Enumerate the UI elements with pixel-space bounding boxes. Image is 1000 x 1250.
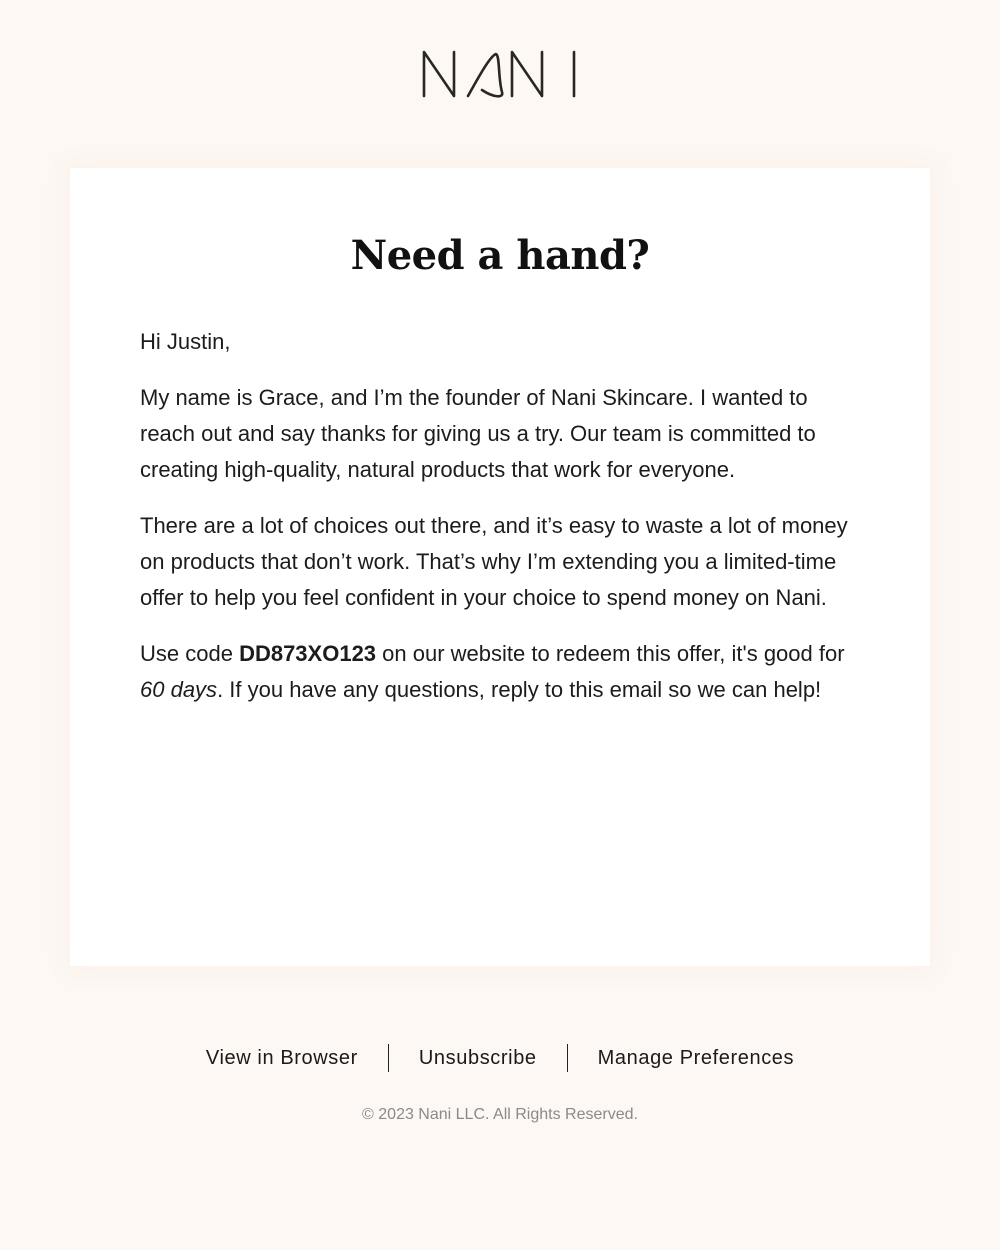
email-heading: Need a hand? <box>350 232 650 279</box>
offer-middle: on our website to redeem this offer, it's good for <box>376 641 845 666</box>
email-body <box>140 324 868 728</box>
copyright-text: © 2023 Nani LLC. All Rights Reserved. <box>362 1106 638 1123</box>
offer-prefix: Use code <box>140 641 240 666</box>
nani-logo-icon <box>420 48 580 100</box>
view-in-browser-link[interactable]: View in Browser <box>205 1047 358 1069</box>
footer-links <box>0 1044 1000 1072</box>
brand-logo <box>0 48 1000 100</box>
greeting: Hi Justin, <box>140 329 231 354</box>
paragraph-offer-context: There are a lot of choices out there, and it’s easy to waste a lot of money on products that don’t work. That’s why I’m extending you a limited-time offer to help you feel confident in your choice to spend money on Nani. <box>140 513 848 610</box>
promo-code: DD873XO123 <box>239 641 377 666</box>
paragraph-offer-code <box>140 636 868 708</box>
offer-suffix: . If you have any questions, reply to this email so we can help! <box>217 677 822 702</box>
manage-preferences-link[interactable]: Manage Preferences <box>597 1047 795 1069</box>
offer-duration: 60 days <box>140 677 218 702</box>
unsubscribe-link[interactable]: Unsubscribe <box>418 1047 537 1069</box>
paragraph-intro: My name is Grace, and I’m the founder of Nani Skincare. I wanted to reach out and say thanks for giving us a try. Our team is committed to creating high-quality, natural products that work for everyone. <box>140 385 816 482</box>
